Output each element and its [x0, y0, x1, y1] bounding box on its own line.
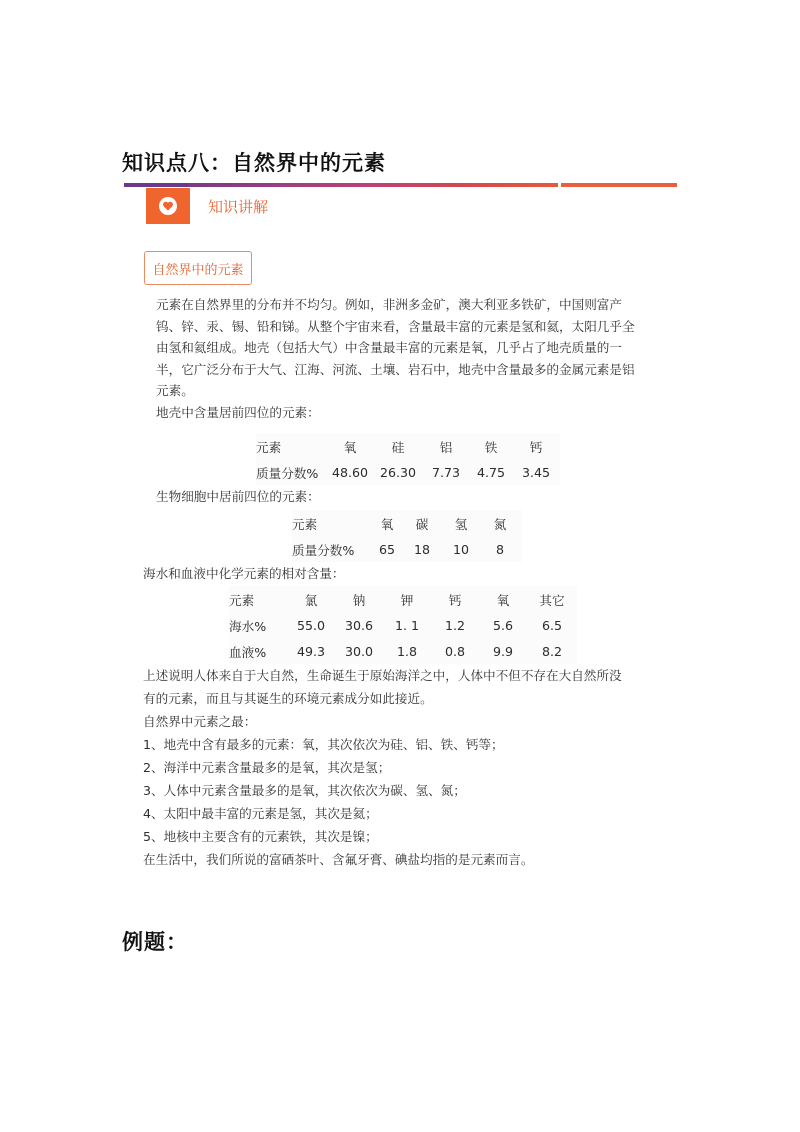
crust-table	[256, 433, 560, 485]
table-cell: 氧	[343, 439, 357, 455]
table-cell: 钙	[448, 592, 462, 608]
table-cell: 氧	[496, 592, 510, 608]
table-cell: 7.73	[431, 464, 461, 480]
table-cell: 30.0	[344, 643, 374, 659]
table-row	[229, 586, 577, 612]
table-cell: 元素	[256, 439, 282, 455]
superlative-item: 4、太阳中最丰富的元素是氢，其次是氦；	[143, 806, 378, 821]
heart-icon	[146, 188, 190, 224]
intro-line: 元素。	[156, 383, 194, 398]
table-cell: 48.60	[331, 464, 369, 480]
intro-paragraph	[156, 294, 666, 402]
superlative-item: 5、地核中主要含有的元素铁，其次是镍；	[143, 829, 378, 844]
table-cell: 钙	[529, 439, 543, 455]
table-cell: 65	[378, 541, 396, 557]
table-cell: 元素	[292, 516, 318, 532]
explanation-banner	[146, 188, 268, 224]
table-cell: 铝	[439, 439, 453, 455]
table-cell: 元素	[229, 592, 255, 608]
table-cell: 26.30	[379, 464, 417, 480]
intro-line: 钨、锌、汞、锡、铅和锑。从整个宇宙来看，含量最丰富的元素是氢和氦，太阳几乎全	[156, 318, 635, 334]
example-heading: 例题：	[122, 929, 188, 954]
table-cell: 9.9	[492, 643, 514, 659]
sea-blood-table	[229, 586, 577, 664]
table-cell: 血液%	[229, 644, 267, 660]
table-row	[229, 638, 577, 664]
table-cell: 钾	[400, 592, 414, 608]
table-cell: 氯	[304, 592, 318, 608]
topic-tag: 自然界中的元素	[144, 251, 252, 285]
table-cell: 55.0	[296, 617, 326, 633]
table-cell: 碳	[415, 516, 429, 532]
table-cell: 海水%	[229, 618, 267, 634]
table-cell: 30.6	[344, 617, 374, 633]
cell-table	[292, 510, 522, 562]
table-cell: 6.5	[541, 617, 563, 633]
table-cell: 氢	[454, 516, 468, 532]
intro-line: 由氢和氦组成。地壳（包括大气）中含量最丰富的元素是氧，几乎占了地壳质量的一	[156, 340, 622, 355]
intro-line: 半，它广泛分布于大气、江海、河流、土壤、岩石中，地壳中含量最多的金属元素是铝	[156, 361, 635, 377]
table-cell: 10	[452, 541, 470, 557]
table-row	[292, 536, 522, 562]
banner-label: 知识讲解	[208, 197, 269, 216]
table-cell: 8.2	[541, 643, 563, 659]
table-cell: 质量分数%	[292, 542, 355, 558]
superlative-item: 1、地壳中含有最多的元素：氧，其次依次为硅、铝、铁、钙等；	[143, 737, 504, 752]
table-row	[229, 612, 577, 638]
table-cell: 1. 1	[394, 617, 420, 633]
table-row	[256, 433, 560, 459]
table-cell: 1.8	[396, 643, 418, 659]
crust-table-title: 地壳中含量居前四位的元素：	[156, 405, 320, 420]
intro-line: 元素在自然界里的分布并不均匀。例如，非洲多金矿，澳大利亚多铁矿，中国则富产	[156, 297, 622, 312]
table-row	[292, 510, 522, 536]
table-cell: 5.6	[492, 617, 514, 633]
conclusion-line: 有的元素，而且与其诞生的环境元素成分如此接近。	[143, 691, 433, 706]
table-cell: 4.75	[476, 464, 506, 480]
section-heading: 知识点八：自然界中的元素	[122, 150, 386, 175]
table-row	[256, 459, 560, 485]
conclusion-line: 上述说明人体来自于大自然，生命诞生于原始海洋之中，人体中不但不存在大自然所没	[143, 668, 622, 683]
closing-line: 在生活中，我们所说的富硒茶叶、含氟牙膏、碘盐均指的是元素而言。	[143, 852, 534, 867]
table-cell: 铁	[484, 439, 498, 455]
superlatives-title: 自然界中元素之最：	[143, 714, 257, 729]
table-cell: 其它	[539, 592, 565, 608]
table-cell: 18	[413, 541, 431, 557]
table-cell: 硅	[391, 439, 405, 455]
sea-table-title: 海水和血液中化学元素的相对含量：	[143, 566, 345, 581]
table-cell: 氮	[493, 516, 507, 532]
table-cell: 1.2	[444, 617, 466, 633]
table-cell: 49.3	[296, 643, 326, 659]
cell-table-title: 生物细胞中居前四位的元素：	[156, 489, 320, 504]
table-cell: 氧	[380, 516, 394, 532]
table-cell: 3.45	[521, 464, 551, 480]
table-cell: 钠	[352, 592, 366, 608]
table-cell: 质量分数%	[256, 465, 319, 481]
superlative-item: 3、人体中元素含量最多的是氧，其次依次为碳、氢、氮；	[143, 783, 466, 798]
table-cell: 8	[495, 541, 504, 557]
divider-bar	[124, 183, 677, 187]
superlative-item: 2、海洋中元素含量最多的是氧，其次是氢；	[143, 760, 391, 775]
table-cell: 0.8	[444, 643, 466, 659]
